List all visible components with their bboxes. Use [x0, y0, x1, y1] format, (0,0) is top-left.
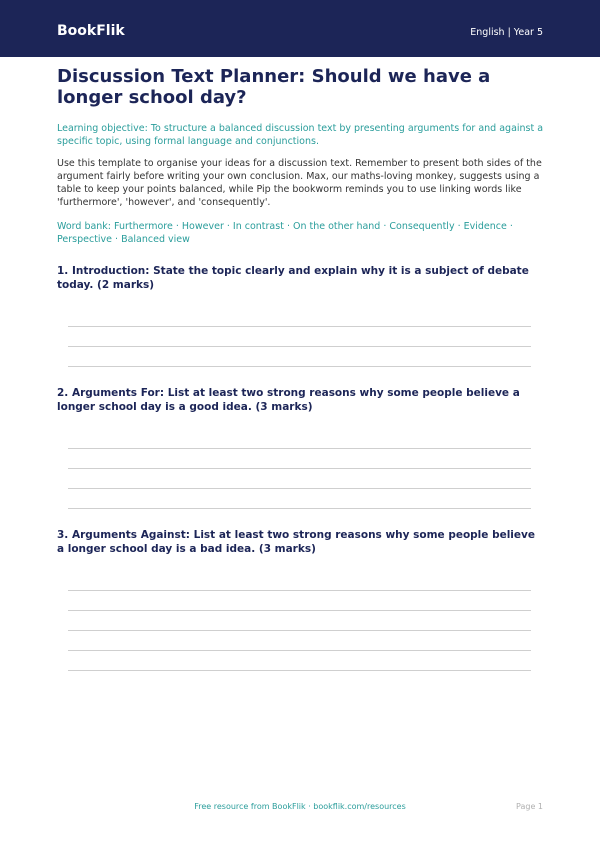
answer-line[interactable]	[68, 650, 531, 651]
answer-line[interactable]	[68, 610, 531, 611]
answer-line[interactable]	[68, 508, 531, 509]
instructions-text: Use this template to organise your ideas for a discussion text. Remember to present both sides of the argument fairly before writing your own conclusion. Max, our maths-loving monkey, suggests using a table to keep your points balanced, while Pip the bookworm reminds you to use linking words like 'furthermore', 'however', and 'consequently'.	[57, 158, 542, 208]
question-3: 3. Arguments Against: List at least two strong reasons why some people believe a longer school day is a bad idea. (3 marks)	[57, 529, 535, 555]
page-header	[0, 0, 600, 57]
answer-line[interactable]	[68, 590, 531, 591]
question-1: 1. Introduction: State the topic clearly and explain why it is a subject of debate today. (2 marks)	[57, 265, 529, 291]
answer-line[interactable]	[68, 670, 531, 671]
question-2: 2. Arguments For: List at least two strong reasons why some people believe a longer school day is a good idea. (3 marks)	[57, 387, 520, 413]
page-title: Discussion Text Planner: Should we have a longer school day?	[57, 66, 491, 108]
answer-line[interactable]	[68, 366, 531, 367]
answer-line[interactable]	[68, 468, 531, 469]
page-number: Page 1	[516, 802, 543, 811]
answer-line[interactable]	[68, 346, 531, 347]
word-bank: Word bank: Furthermore · However · In contrast · On the other hand · Consequently · Evidence · Perspective · Balanced view	[57, 221, 513, 245]
answer-line[interactable]	[68, 326, 531, 327]
footer-credit: Free resource from BookFlik · bookflik.com/resources	[194, 802, 406, 811]
brand-logo-text: BookFlik	[57, 23, 125, 39]
answer-line[interactable]	[68, 630, 531, 631]
answer-line[interactable]	[68, 488, 531, 489]
learning-objective: Learning objective: To structure a balanced discussion text by presenting arguments for and against a specific topic, using formal language and conjunctions.	[57, 123, 544, 147]
subject-year-label: English | Year 5	[470, 27, 543, 38]
answer-line[interactable]	[68, 448, 531, 449]
